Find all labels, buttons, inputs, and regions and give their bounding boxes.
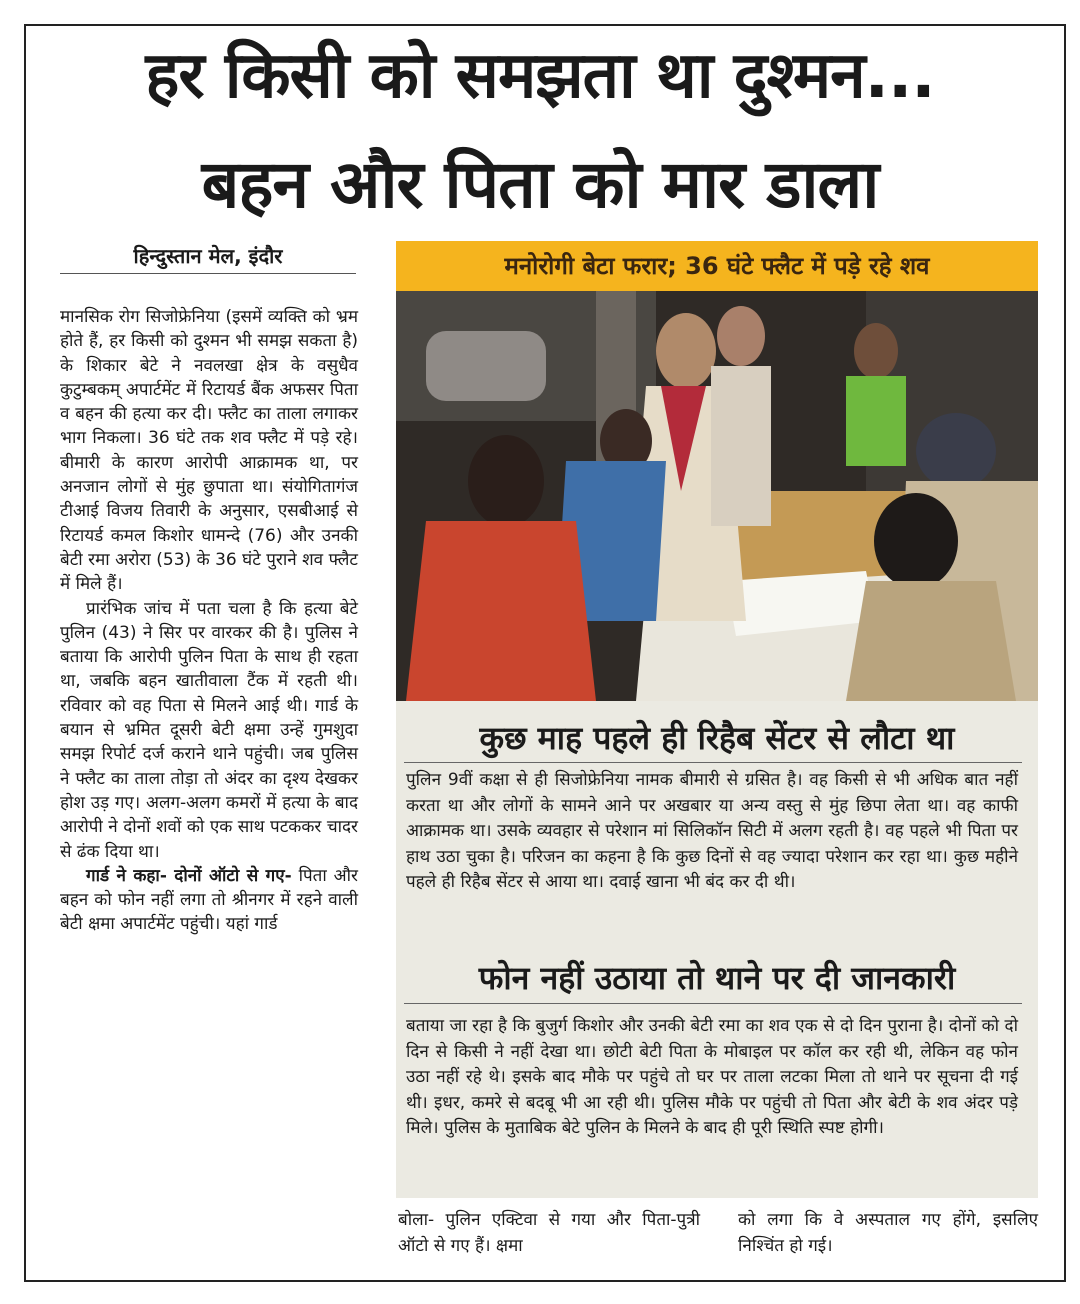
subhead-1-rule <box>404 762 1022 763</box>
sidebar-text-1: पुलिन 9वीं कक्षा से ही सिजोफ्रेनिया नामक बीमारी से ग्रसित है। वह किसी से भी अधिक बात नहीं करता था और लोगों के सामने आने पर अखबार या अन्य वस्तु से मुंह छिपा लेता था। वह काफी आक्रामक था। उसके व्यवहार से परेशान मां सिलिकॉन सिटी में अलग रहती है। वह पहले भी पिता पर हाथ उठा चुका है। परिजन का कहना है कि कुछ दिनों से वह ज्यादा परेशान कर रहा था। कुछ महीने पहले ही रिहैब सेंटर से आया था। दवाई खाना भी बंद कर दी थी। <box>406 770 1018 892</box>
sidebar-subhead-2: फोन नहीं उठाया तो थाने पर दी जानकारी <box>478 959 956 997</box>
headline-line-1: हर किसी को समझता था दुश्मन... <box>145 39 935 113</box>
headline-line-2: बहन और पिता को मार डाला <box>201 146 879 223</box>
subhead-2-rule <box>404 1003 1022 1004</box>
story-paragraph-1: मानसिक रोग सिजोफ्रेनिया (इसमें व्यक्ति को भ्रम होते हैं, हर किसी को दुश्मन भी समझ सकता है) के शिकार बेटे ने नवलखा क्षेत्र के वसुधैव कुटुम्बकम् अपार्टमेंट में रिटायर्ड बैंक अफसर पिता व बहन की हत्या कर दी। फ्लैट का ताला लगाकर भाग निकला। 36 घंटे तक शव फ्लैट में पड़े रहे। बीमारी के कारण आरोपी आक्रामक था, पर अनजान लोगों से मुंह छुपाता था। संयोगितागंज टीआई विजय तिवारी के अनुसार, एसबीआई से रिटायर्ड कमल किशोर धामन्दे (76) और उनकी बेटी रमा अरोरा (53) के 36 घंटे पुराने शव फ्लैट में मिले हैं। <box>60 307 358 595</box>
main-story-column <box>60 305 358 937</box>
paragraph-3-body: पिता और बहन को फोन नहीं लगा तो श्रीनगर में रहने वाली बेटी क्षमा अपार्टमेंट पहुंची। यहां गार्ड <box>60 865 358 935</box>
paragraph-3-lead: गार्ड ने कहा- दोनों ऑटो से गए- <box>86 865 292 886</box>
photo-illustration <box>396 291 1038 701</box>
continued-column-1: बोला- पुलिन एक्टिवा से गया और पिता-पुत्री ऑटो से गए हैं। क्षमा <box>398 1210 700 1256</box>
byline: हिन्दुस्तान मेल, इंदौर <box>60 240 356 274</box>
continued-column-2: को लगा कि वे अस्पताल गए होंगे, इसलिए निश्चिंत हो गई। <box>738 1210 1038 1256</box>
news-photo <box>396 291 1038 701</box>
kicker-banner: मनोरोगी बेटा फरार; 36 घंटे फ्लैट में पड़े रहे शव <box>396 241 1038 291</box>
story-paragraph-2: प्रारंभिक जांच में पता चला है कि हत्या बेटे पुलिन (43) ने सिर पर वारकर की है। पुलिस ने बताया कि आरोपी पुलिन पिता के साथ ही रहता था, जबकि बहन खातीवाला टैंक में रहती थी। रविवार को वह पिता से मिलने आई थी। गार्ड के बयान से भ्रमित दूसरी बेटी क्षमा उन्हें गुमशुदा समझ रिपोर्ट दर्ज कराने थाने पहुंची। जब पुलिस ने फ्लैट का ताला तोड़ा तो अंदर का दृश्य देखकर होश उड़ गए। अलग-अलग कमरों में हत्या के बाद आरोपी ने दोनों शवों को एक साथ पटककर चादर से ढंक दिया था। <box>60 598 358 862</box>
sidebar-subhead-1: कुछ माह पहले ही रिहैब सेंटर से लौटा था <box>479 719 955 757</box>
story-paragraph-3 <box>60 864 358 937</box>
sidebar-text-2: बताया जा रहा है कि बुजुर्ग किशोर और उनकी बेटी रमा का शव एक से दो दिन पुराना है। दोनों को दो दिन से किसी ने नहीं देखा था। छोटी बेटी पिता के मोबाइल पर कॉल कर रही थी, लेकिन वह फोन उठा नहीं रहे थे। इसके बाद मौके पर पहुंचे तो घर पर ताला लटका मिला तो थाने पर सूचना दी गई थी। इधर, कमरे से बदबू भी आ रही थी। पुलिस मौके पर पहुंची तो पिता और बेटी के शव अंदर पड़े मिले। पुलिस के मुताबिक बेटे पुलिन के मिलने के बाद ही पूरी स्थिति स्पष्ट होगी। <box>406 1016 1018 1138</box>
